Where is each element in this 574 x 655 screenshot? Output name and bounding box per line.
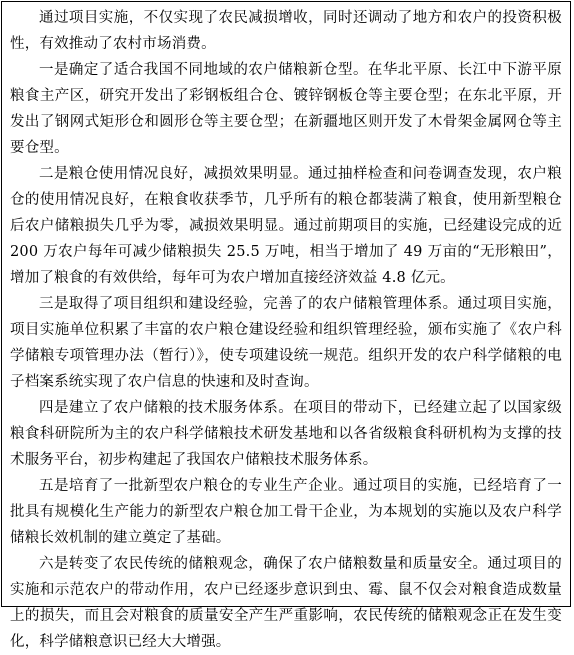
document-frame xyxy=(1,1,571,650)
paragraph-point-2: 二是粮仓使用情况良好，减损效果明显。通过抽样检查和问卷调查发现，农户粮仓的使用情况良好，在粮食收获季节，几乎所有的粮仓都装满了粮食，使用新型粮仓后农户储粮损失几乎为零，减损效果明显。通过前期项目的实施，已经建设完成的近 200 万农户每年可减少储粮损失 25.5 万吨，相当于增加了 49 万亩的“无形粮田”，增加了粮食的有效供给，每年可为农户增加直接经济效益 4.8 亿元。 xyxy=(10,166,562,286)
paragraph-intro: 通过项目实施，不仅实现了农民减损增收，同时还调动了地方和农户的投资积极性，有效推动了农村市场消费。 xyxy=(10,10,562,52)
paragraph-point-4: 四是建立了农户储粮的技术服务体系。在项目的带动下，已经建立起了以国家级粮食科研院所为主的农户科学储粮技术研发基地和以各省级粮食科研机构为支撑的技术服务平台，初步构建起了我国农户储粮技术服务体系。 xyxy=(10,400,562,468)
paragraph-point-6: 六是转变了农民传统的储粮观念，确保了农户储粮数量和质量安全。通过项目的实施和示范农户的带动作用，农户已经逐步意识到虫、霉、鼠不仅会对粮食造成数量上的损失，而且会对粮食的质量安全产生严重影响，农民传统的储粮观念正在发生变化，科学储粮意识已经大大增强。 xyxy=(10,556,562,650)
paragraph-point-3: 三是取得了项目组织和建设经验，完善了的农户储粮管理体系。通过项目实施，项目实施单位积累了丰富的农户粮仓建设经验和组织管理经验，颁布实施了《农户科学储粮专项管理办法（暂行）》，使专项建设统一规范。组织开发的农户科学储粮的电子档案系统实现了农户信息的快速和及时查询。 xyxy=(10,296,562,390)
paragraph-point-5: 五是培育了一批新型农户粮仓的专业生产企业。通过项目的实施，已经培育了一批具有规模化生产能力的新型农户粮仓加工骨干企业，为本规划的实施以及农户科学储粮长效机制的建立奠定了基础。 xyxy=(10,478,562,546)
paragraph-point-1: 一是确定了适合我国不同地域的农户储粮新仓型。在华北平原、长江中下游平原粮食主产区，研究开发出了彩钢板组合仓、镀锌钢板仓等主要仓型；在东北平原，开发出了钢网式矩形仓和圆形仓等主要仓型；在新疆地区则开发了木骨架金属网仓等主要仓型。 xyxy=(10,62,562,156)
